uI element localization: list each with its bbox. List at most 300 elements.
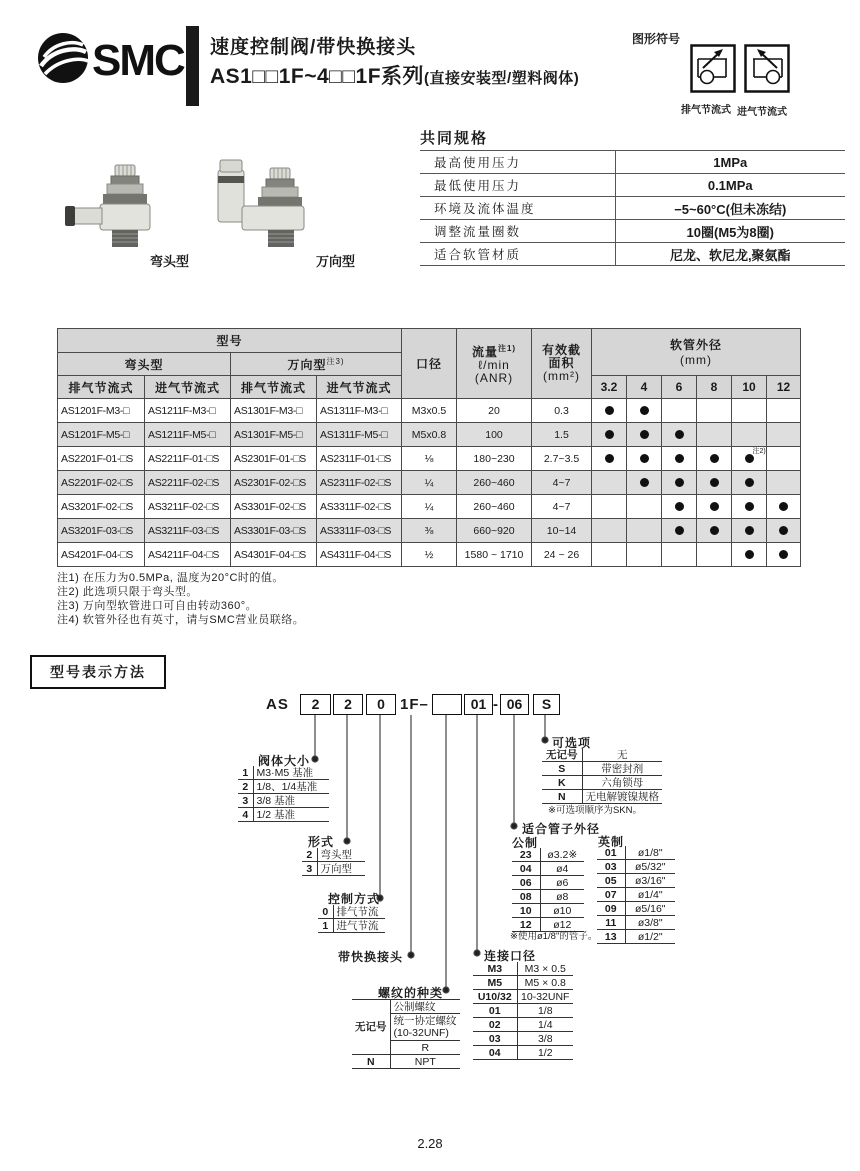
col-header-size: 8 <box>697 376 732 399</box>
code-table-row <box>238 766 329 780</box>
availability-dot <box>710 526 719 535</box>
desc-cell: 1/4 <box>517 1018 573 1032</box>
availability-dot <box>640 454 649 463</box>
availability-dot <box>675 478 684 487</box>
spec-value: 10圈(M5为8圈) <box>615 220 845 243</box>
code-table-row <box>597 902 675 916</box>
code-table-row <box>597 930 675 944</box>
code-cell: 11 <box>597 916 625 930</box>
availability-dot <box>675 502 684 511</box>
spec-row <box>420 220 845 243</box>
desc-cell: 带密封剂 <box>582 762 662 776</box>
desc-cell: M5 × 0.8 <box>517 976 573 990</box>
code-cell: 2 <box>238 780 253 794</box>
model-cell: AS2211F-02-□S <box>145 471 231 495</box>
tube-size-dot-cell <box>732 495 767 519</box>
model-cell: AS4201F-04-□S <box>58 543 145 567</box>
desc-cell: 3/8 基准 <box>253 794 329 808</box>
tube-size-dot-cell <box>697 399 732 423</box>
common-specs-table <box>420 150 845 266</box>
code-table-row <box>473 1046 573 1060</box>
code-cell: N <box>542 790 582 804</box>
desc-cell: ø6 <box>540 876 584 890</box>
availability-dot <box>640 478 649 487</box>
code-box-tube-od: 06 <box>500 694 529 715</box>
port-cell: ¼ <box>402 495 457 519</box>
desc-cell: ø3.2※ <box>540 848 584 862</box>
flow-cell: 1580 ~ 1710 <box>457 543 532 567</box>
tube-size-dot-cell <box>697 447 732 471</box>
code-table-row <box>597 916 675 930</box>
code-table-row <box>473 976 573 990</box>
code-table-row <box>318 919 385 933</box>
tube-od-imperial-label: 英制 <box>598 835 625 849</box>
availability-dot <box>675 430 684 439</box>
tube-size-dot-cell <box>697 543 732 567</box>
form-label: 形式 <box>308 835 335 849</box>
availability-dot <box>779 550 788 559</box>
code-cell: 2 <box>302 848 317 862</box>
flow-cell: 20 <box>457 399 532 423</box>
code-table-row <box>473 962 573 976</box>
spec-label: 调整流量圈数 <box>420 220 615 243</box>
model-cell: AS2301F-02-□S <box>231 471 317 495</box>
desc-cell: 无电解镀镍规格 <box>582 790 662 804</box>
code-table-row <box>597 846 675 860</box>
model-cell: AS4301F-04-□S <box>231 543 317 567</box>
desc-cell: 无 <box>582 748 662 762</box>
availability-dot <box>710 502 719 511</box>
code-box-port: 01 <box>464 694 493 715</box>
tube-size-dot-cell <box>732 399 767 423</box>
tube-size-dot-cell <box>592 519 627 543</box>
tube-size-dot-cell <box>767 423 801 447</box>
tube-od-metric-table <box>512 848 584 932</box>
options-label: 可选项 <box>552 736 592 750</box>
code-cell: 1 <box>238 766 253 780</box>
area-cell: 4~7 <box>532 471 592 495</box>
code-table-row <box>473 1018 573 1032</box>
area-cell: 2.7~3.5 <box>532 447 592 471</box>
tube-size-dot-cell <box>662 423 697 447</box>
model-table-header <box>58 329 801 399</box>
desc-cell: ø8 <box>540 890 584 904</box>
col-header-universal: 万向型$^{注3)}$ <box>231 353 402 376</box>
model-table <box>57 328 801 567</box>
code-cell: 1 <box>318 919 333 933</box>
port-size-label: 连接口径 <box>484 949 537 963</box>
model-cell: AS1311F-M3-□ <box>317 399 402 423</box>
page-title: 速度控制阀/带快换接头 <box>210 37 417 58</box>
availability-dot <box>779 526 788 535</box>
port-cell: M5x0.8 <box>402 423 457 447</box>
series-title <box>210 60 579 90</box>
tube-size-dot-cell <box>592 495 627 519</box>
tube-size-dot-cell <box>767 447 801 471</box>
desc-cell: ø4 <box>540 862 584 876</box>
tube-od-metric-label: 公制 <box>512 836 539 850</box>
thread-code-cell: 无记号 <box>352 1000 390 1055</box>
area-cell: 24 ~ 26 <box>532 543 592 567</box>
model-cell: AS3301F-02-□S <box>231 495 317 519</box>
spec-row <box>420 197 845 220</box>
model-cell: AS2201F-01-□S <box>58 447 145 471</box>
model-table-row <box>58 423 801 447</box>
model-table-row <box>58 447 801 471</box>
desc-cell: 进气节流 <box>333 919 385 933</box>
code-table-row <box>302 862 365 876</box>
note-line: 注3) 万向型软管进口可自由转动360°。 <box>57 600 258 612</box>
availability-dot <box>605 430 614 439</box>
desc-cell: 1/8 <box>517 1004 573 1018</box>
code-box-form: 2 <box>333 694 363 715</box>
code-cell: S <box>542 762 582 776</box>
symbol-caption-exhaust: 排气节流式 <box>681 105 731 116</box>
code-cell: 12 <box>512 918 540 932</box>
area-cell: 10~14 <box>532 519 592 543</box>
spec-label: 适合软管材质 <box>420 243 615 266</box>
model-cell: AS4311F-04-□S <box>317 543 402 567</box>
availability-dot <box>710 454 719 463</box>
tube-size-dot-cell <box>627 519 662 543</box>
col-header-size: 4 <box>627 376 662 399</box>
footer-page-number: 2.28 <box>417 1136 443 1151</box>
model-cell: AS4211F-04-□S <box>145 543 231 567</box>
col-header-model: 型号 <box>58 329 402 353</box>
availability-dot <box>640 406 649 415</box>
series-subtitle: (直接安装型/塑料阀体) <box>424 70 580 87</box>
code-table-row <box>597 874 675 888</box>
code-table-row <box>512 862 584 876</box>
model-cell: AS1211F-M3-□ <box>145 399 231 423</box>
common-specs-title: 共同规格 <box>420 130 489 147</box>
model-cell: AS3211F-02-□S <box>145 495 231 519</box>
availability-dot <box>745 478 754 487</box>
area-cell: 4~7 <box>532 495 592 519</box>
thread-desc-cell: 公制螺纹 <box>390 1000 460 1014</box>
desc-cell: M3 × 0.5 <box>517 962 573 976</box>
flow-cell: 260~460 <box>457 495 532 519</box>
note-line: 注1) 在压力为0.5MPa, 温度为20°C时的值。 <box>57 572 284 584</box>
code-table-row <box>473 1004 573 1018</box>
availability-dot <box>605 406 614 415</box>
tube-size-dot-cell <box>627 399 662 423</box>
code-cell: 4 <box>238 808 253 822</box>
port-cell: ⅛ <box>402 447 457 471</box>
note-line: 注4) 软管外径也有英寸，请与SMC营业员联络。 <box>57 614 305 626</box>
code-dash: - <box>493 696 499 713</box>
desc-cell: 排气节流 <box>333 905 385 919</box>
spec-label: 最高使用压力 <box>420 151 615 174</box>
col-header-size: 12 <box>767 376 801 399</box>
model-cell: AS3201F-02-□S <box>58 495 145 519</box>
tube-size-dot-cell <box>592 543 627 567</box>
thread-desc-cell: R <box>390 1041 460 1055</box>
code-table-row <box>542 762 662 776</box>
desc-cell: 万向型 <box>317 862 365 876</box>
symbol-caption-intake: 进气节流式 <box>737 107 787 118</box>
code-cell: 01 <box>473 1004 517 1018</box>
spec-value: −5~60°C(但未冻结) <box>615 197 845 220</box>
tube-size-dot-cell <box>592 399 627 423</box>
code-cell: 01 <box>597 846 625 860</box>
code-cell: M5 <box>473 976 517 990</box>
flow-cell: 260~460 <box>457 471 532 495</box>
photo-label-universal: 万向型 <box>316 254 356 269</box>
code-cell: M3 <box>473 962 517 976</box>
port-cell: ¼ <box>402 471 457 495</box>
tube-size-dot-cell <box>732 471 767 495</box>
port-cell: ½ <box>402 543 457 567</box>
code-cell: 04 <box>473 1046 517 1060</box>
code-table-row <box>597 860 675 874</box>
thread-desc-cell: 统一协定螺纹 (10-32UNF) <box>390 1014 460 1041</box>
notes <box>57 571 304 627</box>
model-cell: AS3201F-03-□S <box>58 519 145 543</box>
model-cell: AS1201F-M5-□ <box>58 423 145 447</box>
code-cell: 02 <box>473 1018 517 1032</box>
tube-size-dot-cell <box>592 447 627 471</box>
tube-size-dot-cell <box>592 471 627 495</box>
code-table-row <box>542 776 662 790</box>
model-cell: AS3311F-02-□S <box>317 495 402 519</box>
tube-size-dot-cell <box>627 447 662 471</box>
code-table-row <box>473 1032 573 1046</box>
code-cell: 06 <box>512 876 540 890</box>
model-cell: AS2311F-01-□S <box>317 447 402 471</box>
col-header-area: 有效截 面积 (mm²) <box>532 329 592 399</box>
code-table-row <box>542 748 662 762</box>
area-cell: 0.3 <box>532 399 592 423</box>
flow-cell: 180~230 <box>457 447 532 471</box>
code-cell: K <box>542 776 582 790</box>
availability-dot <box>745 502 754 511</box>
code-table-row <box>512 890 584 904</box>
model-cell: AS1301F-M5-□ <box>231 423 317 447</box>
model-cell: AS1311F-M5-□ <box>317 423 402 447</box>
code-cell: 3 <box>302 862 317 876</box>
flow-cell: 100 <box>457 423 532 447</box>
tube-size-dot-cell <box>732 447 767 471</box>
model-table-row <box>58 519 801 543</box>
spec-value: 尼龙、软尼龙,聚氨酯 <box>615 243 845 266</box>
spec-value: 0.1MPa <box>615 174 845 197</box>
graphic-symbols-label: 图形符号 <box>632 32 681 46</box>
col-header-size: 10 <box>732 376 767 399</box>
desc-cell: 弯头型 <box>317 848 365 862</box>
tube-size-dot-cell <box>732 543 767 567</box>
desc-cell: 1/8、1/4基准 <box>253 780 329 794</box>
tube-size-dot-cell <box>697 519 732 543</box>
col-header-size: 6 <box>662 376 697 399</box>
code-cell: 无记号 <box>542 748 582 762</box>
desc-cell: ø1/8" <box>625 846 675 860</box>
thread-label: 螺纹的种类 <box>378 986 444 1000</box>
tube-size-dot-cell <box>627 471 662 495</box>
tube-size-dot-cell <box>732 519 767 543</box>
exhaust-throttle-symbol-icon <box>690 44 736 98</box>
model-table-row <box>58 399 801 423</box>
col-header-sub: 排气节流式 <box>231 376 317 399</box>
desc-cell: 1/2 基准 <box>253 808 329 822</box>
tube-size-dot-cell <box>662 447 697 471</box>
code-table-row <box>512 876 584 890</box>
desc-cell: ø1/4" <box>625 888 675 902</box>
port-size-table <box>473 962 573 1060</box>
code-cell: 04 <box>512 862 540 876</box>
designation-section-title: 型号表示方法 <box>30 655 166 689</box>
note-line: 注2) 此选项只限于弯头型。 <box>57 586 198 598</box>
code-table-row <box>512 848 584 862</box>
tube-size-dot-cell <box>767 519 801 543</box>
desc-cell: ø5/16" <box>625 902 675 916</box>
code-table-row <box>597 888 675 902</box>
model-table-body <box>58 399 801 567</box>
availability-dot <box>710 478 719 487</box>
code-cell: 10 <box>512 904 540 918</box>
tube-size-dot-cell <box>592 423 627 447</box>
series-code: AS1□□1F~4□□1F系列 <box>210 65 425 88</box>
code-cell: 03 <box>473 1032 517 1046</box>
body-size-label: 阀体大小 <box>257 754 310 768</box>
tube-size-dot-cell <box>767 495 801 519</box>
col-header-sub: 进气节流式 <box>145 376 231 399</box>
model-cell: AS3301F-03-□S <box>231 519 317 543</box>
tube-size-dot-cell <box>662 399 697 423</box>
area-cell: 1.5 <box>532 423 592 447</box>
tube-size-dot-cell <box>662 471 697 495</box>
desc-cell: 3/8 <box>517 1032 573 1046</box>
code-table-row <box>238 808 329 822</box>
model-table-row <box>58 495 801 519</box>
intake-throttle-symbol-icon <box>744 44 790 98</box>
tube-size-dot-cell <box>627 495 662 519</box>
model-cell: AS3311F-03-□S <box>317 519 402 543</box>
availability-dot <box>640 430 649 439</box>
code-cell: 23 <box>512 848 540 862</box>
tube-size-dot-cell <box>662 495 697 519</box>
model-cell: AS3211F-03-□S <box>145 519 231 543</box>
desc-cell: ø3/16" <box>625 874 675 888</box>
code-quick-fitting: 1F– <box>400 696 429 713</box>
col-header-tube-od: 软管外径 (mm) <box>592 329 801 376</box>
col-header-size: 3.2 <box>592 376 627 399</box>
desc-cell: ø3/8" <box>625 916 675 930</box>
quick-fitting-label: 带快换接头 <box>338 950 404 964</box>
model-table-row <box>58 543 801 567</box>
desc-cell: ø5/32" <box>625 860 675 874</box>
code-table-row <box>302 848 365 862</box>
model-cell: AS2311F-02-□S <box>317 471 402 495</box>
code-cell: 09 <box>597 902 625 916</box>
code-table-row <box>512 904 584 918</box>
tube-size-dot-cell <box>627 423 662 447</box>
availability-dot <box>745 454 754 463</box>
code-box-option: S <box>533 694 560 715</box>
spec-label: 最低使用压力 <box>420 174 615 197</box>
model-cell: AS1201F-M3-□ <box>58 399 145 423</box>
code-cell: 13 <box>597 930 625 944</box>
code-cell: 08 <box>512 890 540 904</box>
desc-cell: ø10 <box>540 904 584 918</box>
tube-size-dot-cell <box>662 519 697 543</box>
availability-dot <box>675 454 684 463</box>
availability-dot <box>779 502 788 511</box>
col-header-port: 口径 <box>402 329 457 399</box>
code-cell: U10/32 <box>473 990 517 1004</box>
spec-row <box>420 243 845 266</box>
product-photo-universal <box>208 156 323 258</box>
model-cell: AS1211F-M5-□ <box>145 423 231 447</box>
spec-value: 1MPa <box>615 151 845 174</box>
availability-dot <box>605 454 614 463</box>
model-cell: AS2201F-02-□S <box>58 471 145 495</box>
tube-size-dot-cell <box>767 471 801 495</box>
tube-size-dot-cell <box>697 471 732 495</box>
desc-cell: 1/2 <box>517 1046 573 1060</box>
code-cell: 07 <box>597 888 625 902</box>
code-cell: 3 <box>238 794 253 808</box>
code-box-body-size: 2 <box>300 694 331 715</box>
photo-label-elbow: 弯头型 <box>150 254 190 269</box>
thread-code-cell: N <box>352 1055 390 1069</box>
code-table-row <box>318 905 385 919</box>
desc-cell: 六角锁母 <box>582 776 662 790</box>
desc-cell: M3·M5 基准 <box>253 766 329 780</box>
options-table <box>542 748 662 804</box>
model-cell: AS2211F-01-□S <box>145 447 231 471</box>
spec-label: 环境及流体温度 <box>420 197 615 220</box>
code-leader-lines <box>0 690 860 1010</box>
product-photo-elbow <box>62 162 172 258</box>
model-cell: AS2301F-01-□S <box>231 447 317 471</box>
availability-dot <box>745 550 754 559</box>
spec-row <box>420 151 845 174</box>
spec-row <box>420 174 845 197</box>
control-table <box>318 905 385 933</box>
desc-cell: 10-32UNF <box>517 990 573 1004</box>
port-cell: M3x0.5 <box>402 399 457 423</box>
tube-size-dot-cell <box>767 399 801 423</box>
model-cell: AS1301F-M3-□ <box>231 399 317 423</box>
col-header-sub: 排气节流式 <box>58 376 145 399</box>
tube-od-imperial-table <box>597 846 675 944</box>
tube-size-dot-cell <box>627 543 662 567</box>
tube-size-dot-cell <box>732 423 767 447</box>
col-header-flow: 流量$^{注1)}$ ℓ/min (ANR) <box>457 329 532 399</box>
tube-od-metric-note: ※使用ø1/8"的管子。 <box>510 931 598 942</box>
col-header-sub: 进气节流式 <box>317 376 402 399</box>
desc-cell: ø12 <box>540 918 584 932</box>
code-table-row <box>238 794 329 808</box>
options-note: ※可选项顺序为SKN。 <box>548 805 642 816</box>
code-cell: 05 <box>597 874 625 888</box>
model-table-row <box>58 471 801 495</box>
code-cell: 0 <box>318 905 333 919</box>
tube-size-dot-cell <box>697 495 732 519</box>
logo-text: SMC <box>92 36 184 85</box>
dot-note: 注2) <box>752 447 766 455</box>
desc-cell: ø1/2" <box>625 930 675 944</box>
code-prefix: AS <box>266 696 289 713</box>
code-box-control: 0 <box>366 694 396 715</box>
logo-divider <box>186 26 199 106</box>
availability-dot <box>745 526 754 535</box>
control-label: 控制方式 <box>328 892 381 906</box>
form-table <box>302 848 365 876</box>
thread-desc-cell: NPT <box>390 1055 460 1069</box>
availability-dot <box>675 526 684 535</box>
